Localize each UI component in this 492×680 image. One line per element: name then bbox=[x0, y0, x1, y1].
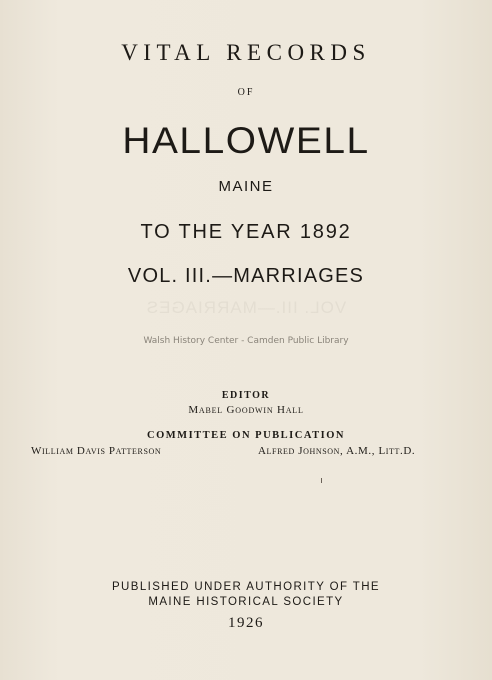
committee-label: COMMITTEE ON PUBLICATION bbox=[147, 430, 345, 441]
editor-label: EDITOR bbox=[221, 390, 271, 401]
title-vital-records: VITAL RECORDS bbox=[121, 40, 371, 65]
title-volume: VOL. III.—MARRIAGES bbox=[127, 265, 365, 287]
publisher-society: MAINE HISTORICAL SOCIETY bbox=[148, 596, 344, 608]
paper-speck bbox=[321, 478, 322, 483]
title-state: MAINE bbox=[218, 178, 274, 195]
bleed-through-text: VOL. III.—MARRIAGES bbox=[145, 298, 347, 317]
publication-year: 1926 bbox=[228, 615, 264, 631]
title-period: TO THE YEAR 1892 bbox=[140, 221, 352, 243]
title-of: OF bbox=[237, 87, 255, 98]
committee-member: William Davis Patterson bbox=[31, 445, 162, 457]
title-town: HALLOWELL bbox=[122, 120, 370, 161]
publisher-line: PUBLISHED UNDER AUTHORITY OF THE bbox=[111, 581, 381, 593]
committee-member: Alfred Johnson, A.M., Litt.D. bbox=[258, 445, 416, 457]
editor-name: Mabel Goodwin Hall bbox=[188, 404, 304, 416]
library-watermark: Walsh History Center - Camden Public Library bbox=[143, 336, 349, 346]
